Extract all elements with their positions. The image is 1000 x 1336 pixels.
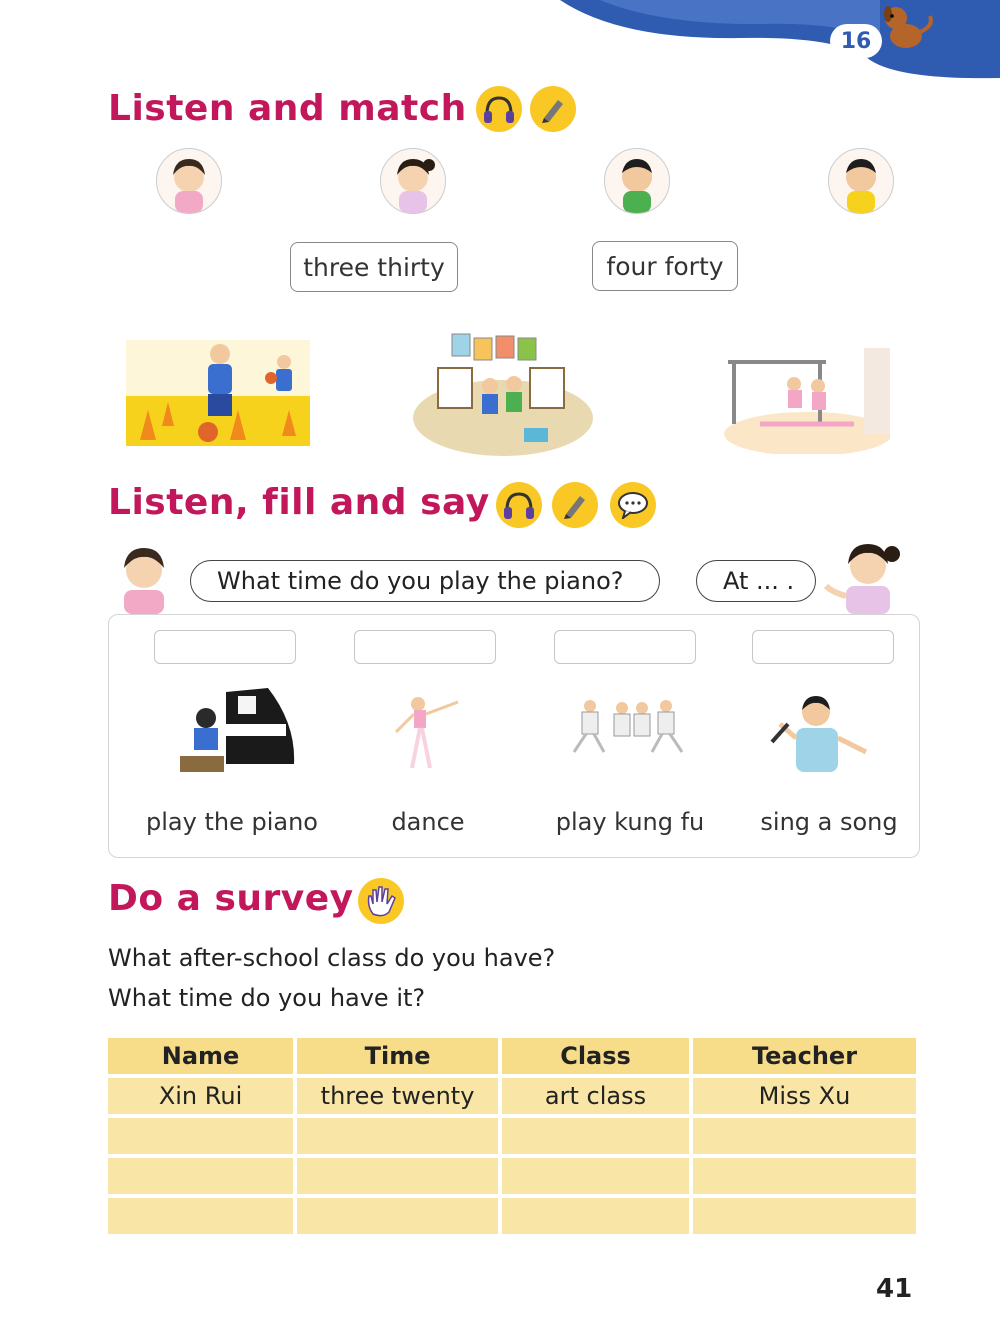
table-row <box>108 1118 916 1154</box>
girl-speaker-left <box>112 544 176 614</box>
cell-name[interactable] <box>108 1158 293 1194</box>
headphones-icon <box>496 482 542 528</box>
question-speech-bubble <box>190 560 660 602</box>
header-time: Time <box>297 1038 498 1074</box>
avatar-boy-2 <box>828 148 894 214</box>
activity-label-piano: play the piano <box>146 808 318 836</box>
table-row <box>108 1158 916 1194</box>
cell-class[interactable] <box>502 1198 689 1234</box>
section-title-survey: Do a survey <box>108 878 354 919</box>
cell-time[interactable] <box>297 1158 498 1194</box>
cell-class[interactable] <box>502 1118 689 1154</box>
time-box-three-thirty: three thirty <box>290 242 458 292</box>
activity-label-dance: dance <box>391 808 465 836</box>
ballet-class-scene-image <box>714 348 890 454</box>
cell-name[interactable] <box>108 1118 293 1154</box>
activity-label-sing: sing a song <box>760 808 898 836</box>
dancer-image <box>390 692 466 774</box>
cell-teacher[interactable] <box>693 1158 916 1194</box>
activity-label-kung-fu: play kung fu <box>555 808 705 836</box>
pencil-icon <box>530 86 576 132</box>
page-number: 41 <box>876 1274 913 1304</box>
cell-teacher[interactable] <box>693 1198 916 1234</box>
table-row <box>108 1198 916 1234</box>
piano-image <box>176 684 300 778</box>
girl-speaker-right <box>822 540 906 614</box>
header-name: Name <box>108 1038 293 1074</box>
section-title-listen-match: Listen and match <box>108 88 467 129</box>
basketball-scene-image <box>126 340 310 446</box>
time-box-four-forty: four forty <box>592 241 738 291</box>
unit-badge <box>830 24 882 58</box>
section-title-listen-fill-say: Listen, fill and say <box>108 482 490 523</box>
answer-blank-2[interactable] <box>354 630 496 664</box>
cell-class[interactable] <box>502 1158 689 1194</box>
survey-table <box>104 1034 920 1238</box>
unit-number: 16 <box>840 28 872 54</box>
cell-class: art class <box>502 1078 689 1114</box>
answer-blank-4[interactable] <box>752 630 894 664</box>
cell-name: Xin Rui <box>108 1078 293 1114</box>
cell-teacher: Miss Xu <box>693 1078 916 1114</box>
answer-blank-3[interactable] <box>554 630 696 664</box>
question-text: What time do you play the piano? <box>217 567 624 595</box>
pencil-icon <box>552 482 598 528</box>
header-class: Class <box>502 1038 689 1074</box>
survey-question-1: What after-school class do you have? <box>108 944 556 972</box>
cell-time[interactable] <box>297 1198 498 1234</box>
avatar-girl-2 <box>380 148 446 214</box>
table-row <box>108 1078 916 1114</box>
art-class-scene-image <box>412 328 594 456</box>
answer-blank-1[interactable] <box>154 630 296 664</box>
answer-speech-bubble <box>696 560 816 602</box>
avatar-girl-1 <box>156 148 222 214</box>
hand-icon <box>358 878 404 924</box>
headphones-icon <box>476 86 522 132</box>
kung-fu-image <box>566 696 690 756</box>
cell-time: three twenty <box>297 1078 498 1114</box>
answer-text: At ... . <box>723 567 795 595</box>
cell-name[interactable] <box>108 1198 293 1234</box>
table-header-row <box>108 1038 916 1074</box>
survey-question-2: What time do you have it? <box>108 984 426 1012</box>
dog-icon <box>878 2 938 54</box>
singer-image <box>766 694 874 780</box>
cell-teacher[interactable] <box>693 1118 916 1154</box>
speech-icon <box>610 482 656 528</box>
cell-time[interactable] <box>297 1118 498 1154</box>
header-teacher: Teacher <box>693 1038 916 1074</box>
avatar-boy-1 <box>604 148 670 214</box>
